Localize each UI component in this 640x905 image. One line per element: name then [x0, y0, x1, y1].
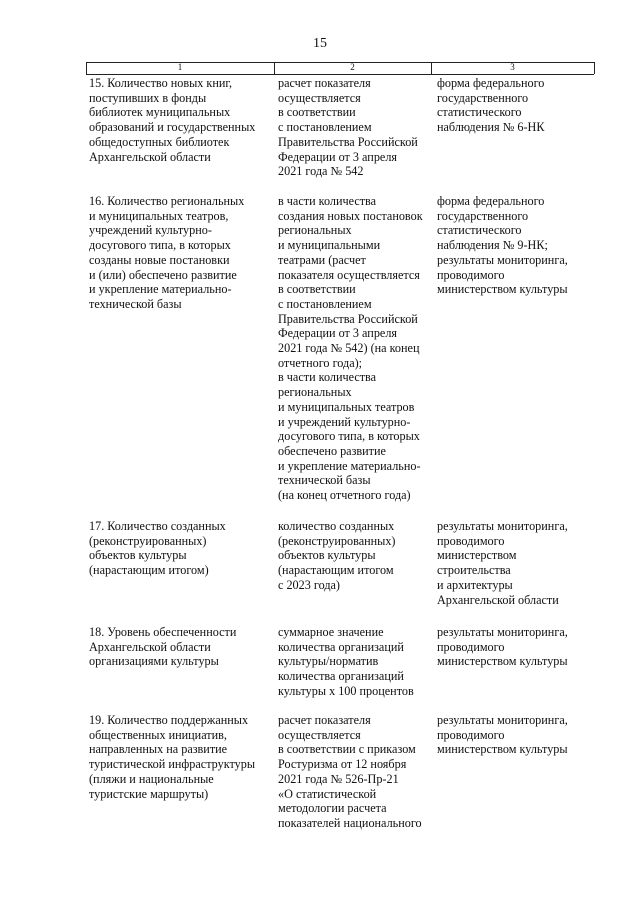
calculation-method-cell: расчет показателя осуществляется в соответствии с приказом Ростуризма от 12 ноября 2021 года № 526-Пр-21 «О статистической методологии расчета показателей национального: [278, 713, 422, 830]
calculation-method-cell: расчет показателя осуществляется в соответствии с постановлением Правительства Российской Федерации от 3 апреля 2021 года № 542: [278, 76, 418, 179]
calculation-method-cell: количество созданных (реконструированных) объектов культуры (нарастающим итогом с 2023 года): [278, 519, 396, 592]
indicator-name-cell: 15. Количество новых книг, поступивших в фонды библиотек муниципальных образований и государственных общедоступных библиотек Архангельской области: [89, 76, 256, 164]
page-number: 15: [313, 36, 327, 51]
table-header-row: [86, 62, 594, 75]
header-divider-1: [274, 62, 275, 74]
header-cell-2: 2: [350, 62, 355, 72]
header-divider-2: [431, 62, 432, 74]
data-source-cell: форма федерального государственного статистического наблюдения № 9-НК; результаты мониторинга, проводимого министерством культуры: [437, 194, 568, 297]
data-source-cell: результаты мониторинга, проводимого министерством культуры: [437, 625, 568, 669]
calculation-method-cell: в части количества создания новых постановок региональных и муниципальными театрами (расчет показателя осуществляется в соответствии с постановлением Правительства Российской Федерации от 3 апреля 2021 года № 542) (на конец отчетного года); в части количества региональных и муниципальных театров и учреждений культурно- досугового типа, в которых обеспечено развитие и укрепление материально- технической базы (на конец отчетного года): [278, 194, 423, 503]
indicator-name-cell: 16. Количество региональных и муниципальных театров, учреждений культурно- досугового типа, в которых созданы новые постановки и (или) обеспечено развитие и укрепление материально- технической базы: [89, 194, 245, 311]
indicator-name-cell: 19. Количество поддержанных общественных инициатив, направленных на развитие туристической инфраструктуры (пляжи и национальные туристские маршруты): [89, 713, 256, 801]
header-divider-left: [86, 62, 87, 74]
data-source-cell: форма федерального государственного статистического наблюдения № 6-НК: [437, 76, 545, 135]
header-cell-3: 3: [510, 62, 515, 72]
header-divider-right: [594, 62, 595, 74]
header-cell-1: 1: [177, 62, 183, 72]
indicator-name-cell: 17. Количество созданных (реконструированных) объектов культуры (нарастающим итогом): [89, 519, 226, 578]
calculation-method-cell: суммарное значение количества организаций культуры/норматив количества организаций культуры х 100 процентов: [278, 625, 414, 698]
indicator-name-cell: 18. Уровень обеспеченности Архангельской области организациями культуры: [89, 625, 237, 669]
data-source-cell: результаты мониторинга, проводимого министерством строительства и архитектуры Архангельской области: [437, 519, 568, 607]
data-source-cell: результаты мониторинга, проводимого министерством культуры: [437, 713, 568, 757]
